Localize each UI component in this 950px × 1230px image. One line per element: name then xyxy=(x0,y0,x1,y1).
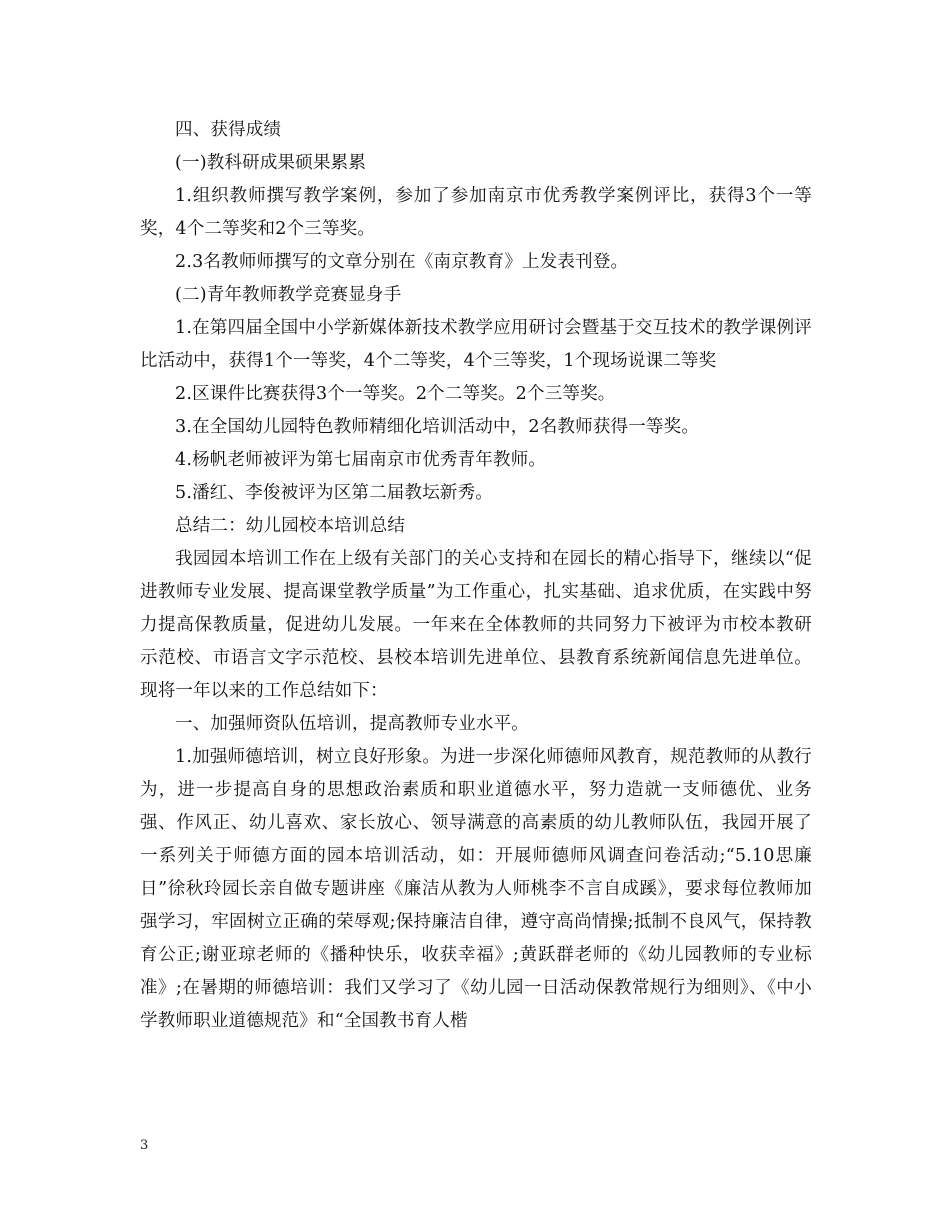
paragraph-excellent-teacher: 4.杨帆老师被评为第七届南京市优秀青年教师。 xyxy=(175,450,547,470)
paragraph-kindergarten-training: 3.在全国幼儿园特色教师精细化培训活动中，2名教师获得一等奖。 xyxy=(175,417,700,437)
paragraph-new-stars: 5.潘红、李俊被评为区第二届教坛新秀。 xyxy=(175,483,493,503)
paragraph-teaching-cases: 1.组织教师撰写教学案例，参加了参加南京市优秀教学案例评比，获得3个一等奖，4个二等奖和2个三等奖。 xyxy=(140,186,812,239)
paragraph-ethics-training: 1.加强师德培训，树立良好形象。为进一步深化师德师风教育，规范教师的从教行为，进一步提高自身的思想政治素质和职业道德水平，努力造就一支师德优、业务强、作风正、幼儿喜欢、家长放心、领导满意的高素质的幼儿教师队伍，我园开展了一系列关于师德方面的园本培训活动，如：开展师德师风调查问卷活动;“5.10思廉日”徐秋玲园长亲自做专题讲座《廉洁从教为人师桃李不言自成蹊》，要求每位教师加强学习，牢固树立正确的荣辱观;保持廉洁自律，遵守高尚情操;抵制不良风气，保持教育公正;谢亚琼老师的《播种快乐，收获幸福》;黄跃群老师的《幼儿园教师的专业标准》;在暑期的师德培训：我们又学习了《幼儿园一日活动保教常规行为细则》、《中小学教师职业道德规范》和“全国教书育人楷 xyxy=(140,747,812,1031)
subheading-young-teachers: (二)青年教师教学竞赛显身手 xyxy=(175,285,402,305)
paragraph-courseware-competition: 2.区课件比赛获得3个一等奖。2个二等奖。2个三等奖。 xyxy=(175,384,616,404)
paragraph-summary-intro: 我园园本培训工作在上级有关部门的关心支持和在园长的精心指导下，继续以“促进教师专业发展、提高课堂教学质量”为工作重心，扎实基础、追求优质，在实践中努力提高保教质量，促进幼儿发展。一年来在全体教师的共同努力下被评为市校本教研示范校、市语言文字示范校、县校本培训先进单位、县教育系统新闻信息先进单位。现将一年以来的工作总结如下： xyxy=(140,549,812,701)
subheading-research-results: (一)教科研成果硕果累累 xyxy=(175,153,367,173)
paragraph-new-media-competition: 1.在第四届全国中小学新媒体新技术教学应用研讨会暨基于交互技术的教学课例评比活动中，获得1个一等奖，4个二等奖，4个三等奖，1个现场说课二等奖 xyxy=(140,318,812,371)
paragraph-published-articles: 2.3名教师师撰写的文章分别在《南京教育》上发表刊登。 xyxy=(175,252,629,272)
document-body xyxy=(140,114,812,1038)
heading-summary-two: 总结二：幼儿园校本培训总结 xyxy=(175,516,406,536)
section-heading-achievements: 四、获得成绩 xyxy=(175,120,282,140)
section-heading-staff-training: 一、加强师资队伍培训，提高教师专业水平。 xyxy=(175,714,529,734)
page-number: 3 xyxy=(140,1138,149,1153)
